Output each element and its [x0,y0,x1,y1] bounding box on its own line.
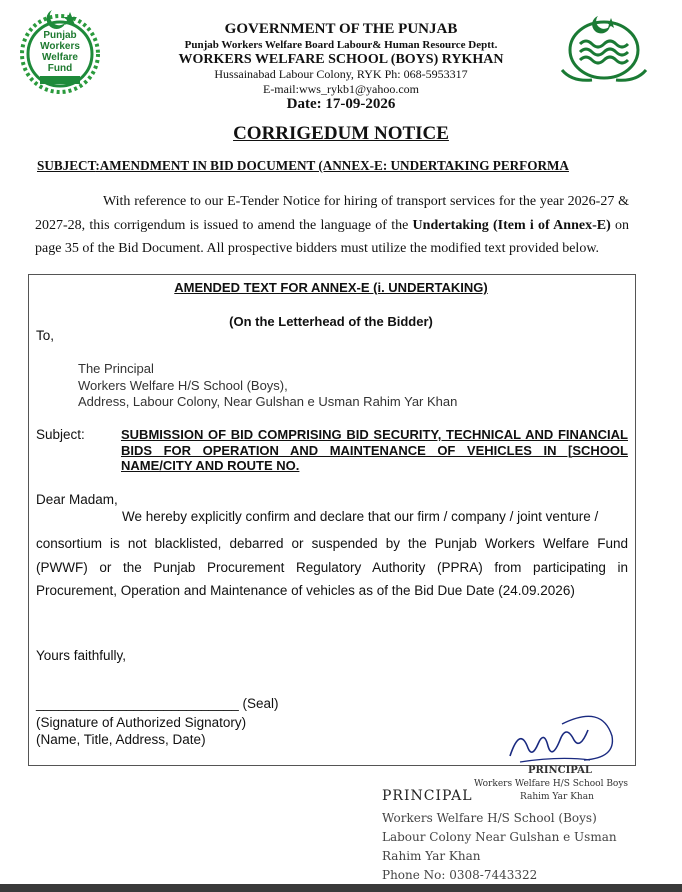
addressee-line: The Principal [78,361,154,376]
box-heading: AMENDED TEXT FOR ANNEX-E (i. UNDERTAKING) [174,280,488,295]
addressee-block [78,361,457,411]
to-label: To, [36,328,55,343]
subject-text: :AMENDMENT IN BID DOCUMENT (ANNEX-E: UNDERTAKING PERFORMA [95,158,569,173]
department-line: Punjab Workers Welfare Board Labour& Human Resource Deptt. [184,39,498,51]
salutation: Dear Madam, [36,492,118,507]
intro-paragraph [35,190,629,261]
signature-line [36,696,279,711]
closing: Yours faithfully, [36,648,127,663]
school-address: Hussainabad Labour Colony, RYK Ph: 068-5953317 [214,67,468,81]
notice-date: Date: 17-09-2026 [286,96,396,112]
punjab-government-seal-icon [554,10,654,84]
logo-text-line: Fund [47,63,73,74]
signature-stamp-line: Rahim Yar Khan [520,792,594,802]
logo-text-line: Welfare [42,52,78,63]
government-title: GOVERNMENT OF THE PUNJAB [224,21,458,37]
email-line: E-mail:wws_rykb1@yahoo.com [262,82,420,96]
signature-stamp-title: PRINCIPAL [528,765,592,776]
addressee-line: Workers Welfare H/S School (Boys), [78,377,288,393]
intro-text-end: on page 35 of the Bid Document. All prospective bidders must utilize the modified text provided below. [35,217,629,256]
subject-label: SUBJECT [37,158,96,173]
punjab-seal-logo [554,10,654,84]
notice-subject [37,158,569,174]
letter-subject-label: Subject: [36,427,85,442]
address-stamp [382,809,617,885]
logo-text-line: Workers [40,41,80,52]
name-title-label: (Name, Title, Address, Date) [36,732,206,747]
letter-subject-text: SUBMISSION OF BID COMPRISING BID SECURITY, TECHNICAL AND FINANCIAL BIDS FOR OPERATION AND MAINTENANCE OF VEHICLES IN [SCHOOL NAME/CITY AND ROUTE NO. [121,427,628,473]
body-first-line: We hereby explicitly confirm and declare that our firm / company / joint venture / [122,509,599,524]
address-stamp-title: PRINCIPAL [382,788,473,804]
address-stamp-line: Workers Welfare H/S School (Boys) [382,811,597,825]
address-stamp-line: Rahim Yar Khan [382,849,481,863]
addressee-line: Address, Labour Colony, Near Gulshan e Usman Rahim Yar Khan [78,394,458,409]
bottom-edge-bar [0,884,682,892]
pwwf-logo [14,4,106,96]
school-name: WORKERS WELFARE SCHOOL (BOYS) RYKHAN [178,52,504,67]
address-stamp-line: Phone No: 0308-7443322 [382,868,538,882]
intro-text: With reference to our E-Tender Notice for hiring of transport services for the year 2026-27 & 2027-28, this corrigendum is issued to amend the language of the [35,194,629,233]
letterhead-note: (On the Letterhead of the Bidder) [229,314,433,329]
body-paragraph: consortium is not blacklisted, debarred or suspended by the Punjab Workers Welfare Fund (PWWF) or the Punjab Procurement Regulatory Authority (PPRA) from participating in Procurement, Operation and Maintenance of vehicles as of the Bid Due Date (24.09.2026) [36,536,628,598]
signature-underline: ___________________________ [36,696,239,711]
seal-label: (Seal) [242,696,279,711]
logo-text-line: Punjab [43,30,77,41]
signature-stamp-line: Workers Welfare H/S School Boys [474,779,629,789]
signature-label: (Signature of Authorized Signatory) [36,715,247,730]
address-stamp-line: Labour Colony Near Gulshan e Usman [382,830,617,844]
intro-bold-text: Undertaking (Item i of Annex-E) [412,217,611,233]
notice-title: CORRIGEDUM NOTICE [233,123,449,144]
